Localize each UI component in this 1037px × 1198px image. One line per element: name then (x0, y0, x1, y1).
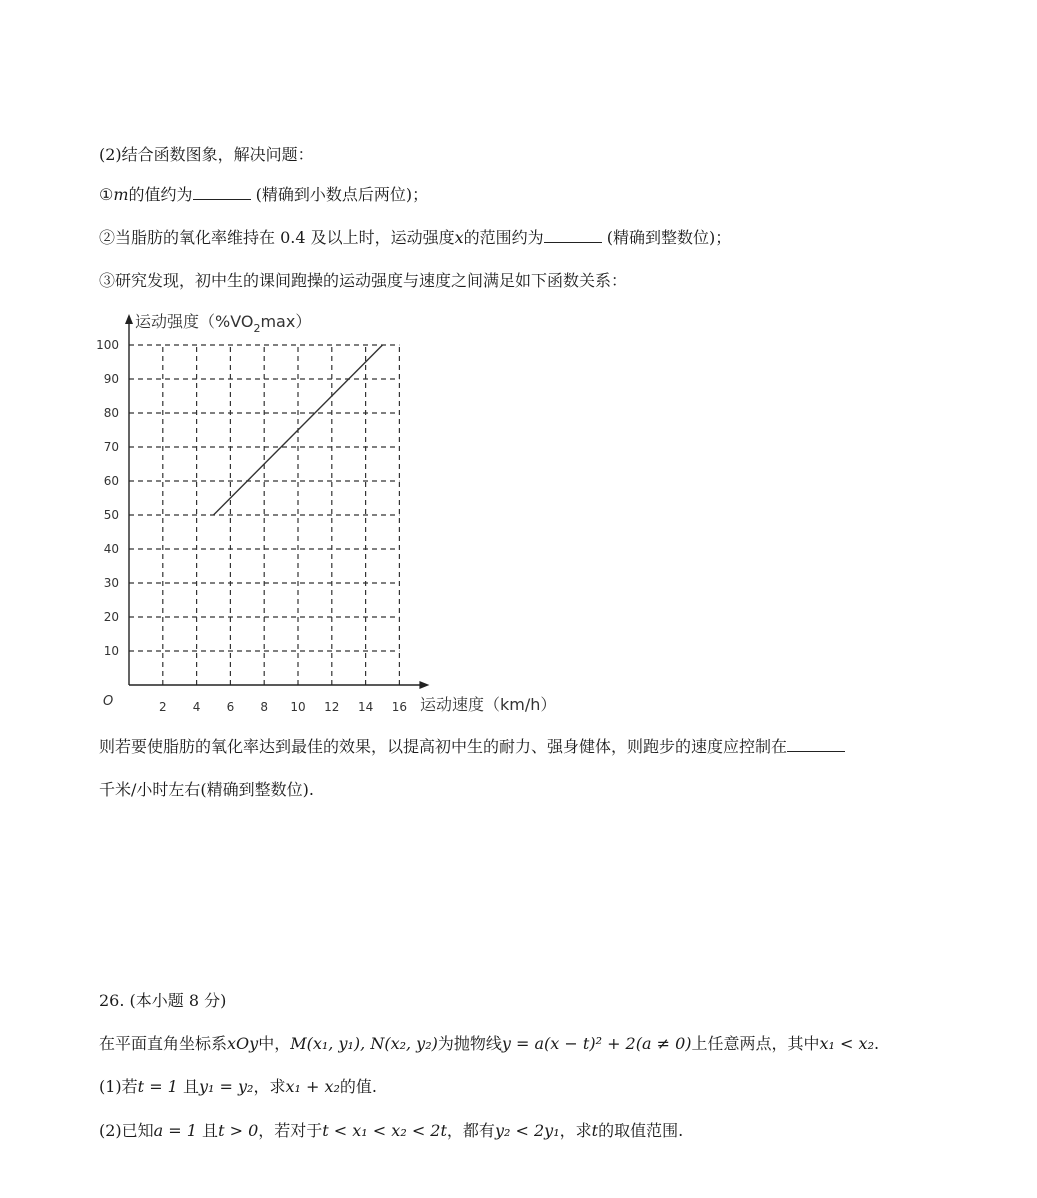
x-tick-label: 14 (357, 700, 374, 714)
stem-d: 上任意两点，其中 (691, 1034, 820, 1053)
q26-header: 26. (本小题 8 分) (99, 991, 227, 1010)
sub2-ineq: y₂ < 2y₁ (494, 1121, 560, 1140)
part2-heading: (2)结合函数图象，解决问题： (99, 145, 314, 164)
conclusion-line-1 (99, 736, 845, 758)
chart-grid (129, 345, 399, 685)
y-axis-arrow-icon (125, 314, 133, 324)
sub2-cond1: a = 1 (153, 1121, 197, 1140)
y-tick-label: 10 (103, 644, 119, 658)
stem-cond: x₁ < x₂ (819, 1034, 874, 1053)
conclusion-line-2: 千米/小时左右(精确到整数位). (99, 780, 314, 799)
stem-end: . (873, 1034, 880, 1053)
stem-c: 为抛物线 (437, 1034, 502, 1053)
question-2 (99, 227, 731, 249)
question-3: ③研究发现，初中生的课间跑操的运动强度与速度之间满足如下函数关系： (99, 271, 628, 290)
y-tick-label: 50 (103, 508, 119, 522)
x-tick-label: 8 (260, 700, 269, 714)
answer-blank-2 (544, 228, 602, 243)
x-tick-label: 10 (290, 700, 306, 714)
origin-label: O (103, 694, 114, 709)
stem-parabola: y = a(x − t)² + 2(a ≠ 0) (501, 1034, 692, 1053)
question-1 (99, 184, 428, 206)
x-tick-label: 16 (391, 700, 408, 714)
sub2-range: t < x₁ < x₂ < 2t (322, 1121, 447, 1140)
sub1-expr: x₁ + x₂ (285, 1077, 340, 1096)
sub1-c: ，求 (253, 1077, 286, 1096)
sub1-d: 的值. (339, 1077, 377, 1096)
y-tick-label: 60 (103, 474, 119, 488)
sub1-b: 且 (177, 1077, 199, 1096)
sub1-cond2: y₁ = y₂ (198, 1077, 254, 1096)
sub2-b: 且 (196, 1121, 219, 1140)
speed-intensity-chart (95, 300, 595, 730)
y-tick-label: 30 (103, 576, 119, 590)
stem-b: 中， (258, 1034, 291, 1053)
sub2-f: 的取值范围. (598, 1121, 684, 1140)
q1-prefix: ① (99, 185, 114, 204)
y-tick-label: 80 (103, 406, 119, 420)
q1-text: 的值约为 (128, 185, 193, 204)
stem-a: 在平面直角坐标系 (99, 1034, 228, 1053)
answer-blank-3 (787, 737, 845, 752)
sub1-cond1: t = 1 (137, 1077, 178, 1096)
series-line (214, 345, 383, 515)
x-axis-arrow-icon (419, 681, 429, 689)
y-axis-label: 运动强度$(\%VO_2\max)$ (135, 312, 312, 335)
y-tick-label: 40 (103, 542, 119, 556)
x-axis-label: 运动速度（km/h） (420, 695, 557, 714)
sub1-a: (1)若 (99, 1077, 138, 1096)
sub2-cond2: t > 0 (218, 1121, 259, 1140)
y-tick-label: 70 (103, 440, 119, 454)
q2-note: (精确到整数位)； (601, 228, 732, 247)
conclusion-text-1: 则若要使脂肪的氧化率达到最佳的效果，以提高初中生的耐力、强身健体，则跑步的速度应控制在 (99, 737, 788, 756)
chart-axes (125, 314, 429, 689)
q2-text: 的范围约为 (463, 228, 544, 247)
y-tick-label: 90 (103, 372, 119, 386)
x-tick-label: 2 (158, 700, 167, 714)
y-tick-label: 20 (103, 610, 119, 624)
q26-sub2 (99, 1120, 683, 1142)
x-tick-label: 4 (192, 700, 201, 714)
answer-blank-1 (193, 185, 251, 200)
q1-note: (精确到小数点后两位)； (250, 185, 429, 204)
sub2-c: ，若对于 (258, 1121, 323, 1140)
sub2-a: (2)已知 (99, 1121, 154, 1140)
sub2-var: t (591, 1121, 599, 1140)
q1-var: m (113, 185, 129, 204)
chart-series (214, 345, 383, 515)
stem-xoy: xOy (227, 1034, 259, 1053)
q26-stem (99, 1033, 879, 1055)
stem-points: M(x₁, y₁), N(x₂, y₂) (290, 1034, 438, 1053)
q26-sub1 (99, 1076, 377, 1098)
chart-ticks (96, 338, 407, 714)
x-tick-label: 12 (324, 700, 340, 714)
q2-var: x (454, 228, 464, 247)
q2-prefix: ②当脂肪的氧化率维持在 0.4 及以上时，运动强度 (99, 228, 455, 247)
sub2-e: ，求 (559, 1121, 592, 1140)
y-tick-label: 100 (96, 338, 119, 352)
sub2-d: ，都有 (446, 1121, 495, 1140)
x-tick-label: 6 (226, 700, 235, 714)
